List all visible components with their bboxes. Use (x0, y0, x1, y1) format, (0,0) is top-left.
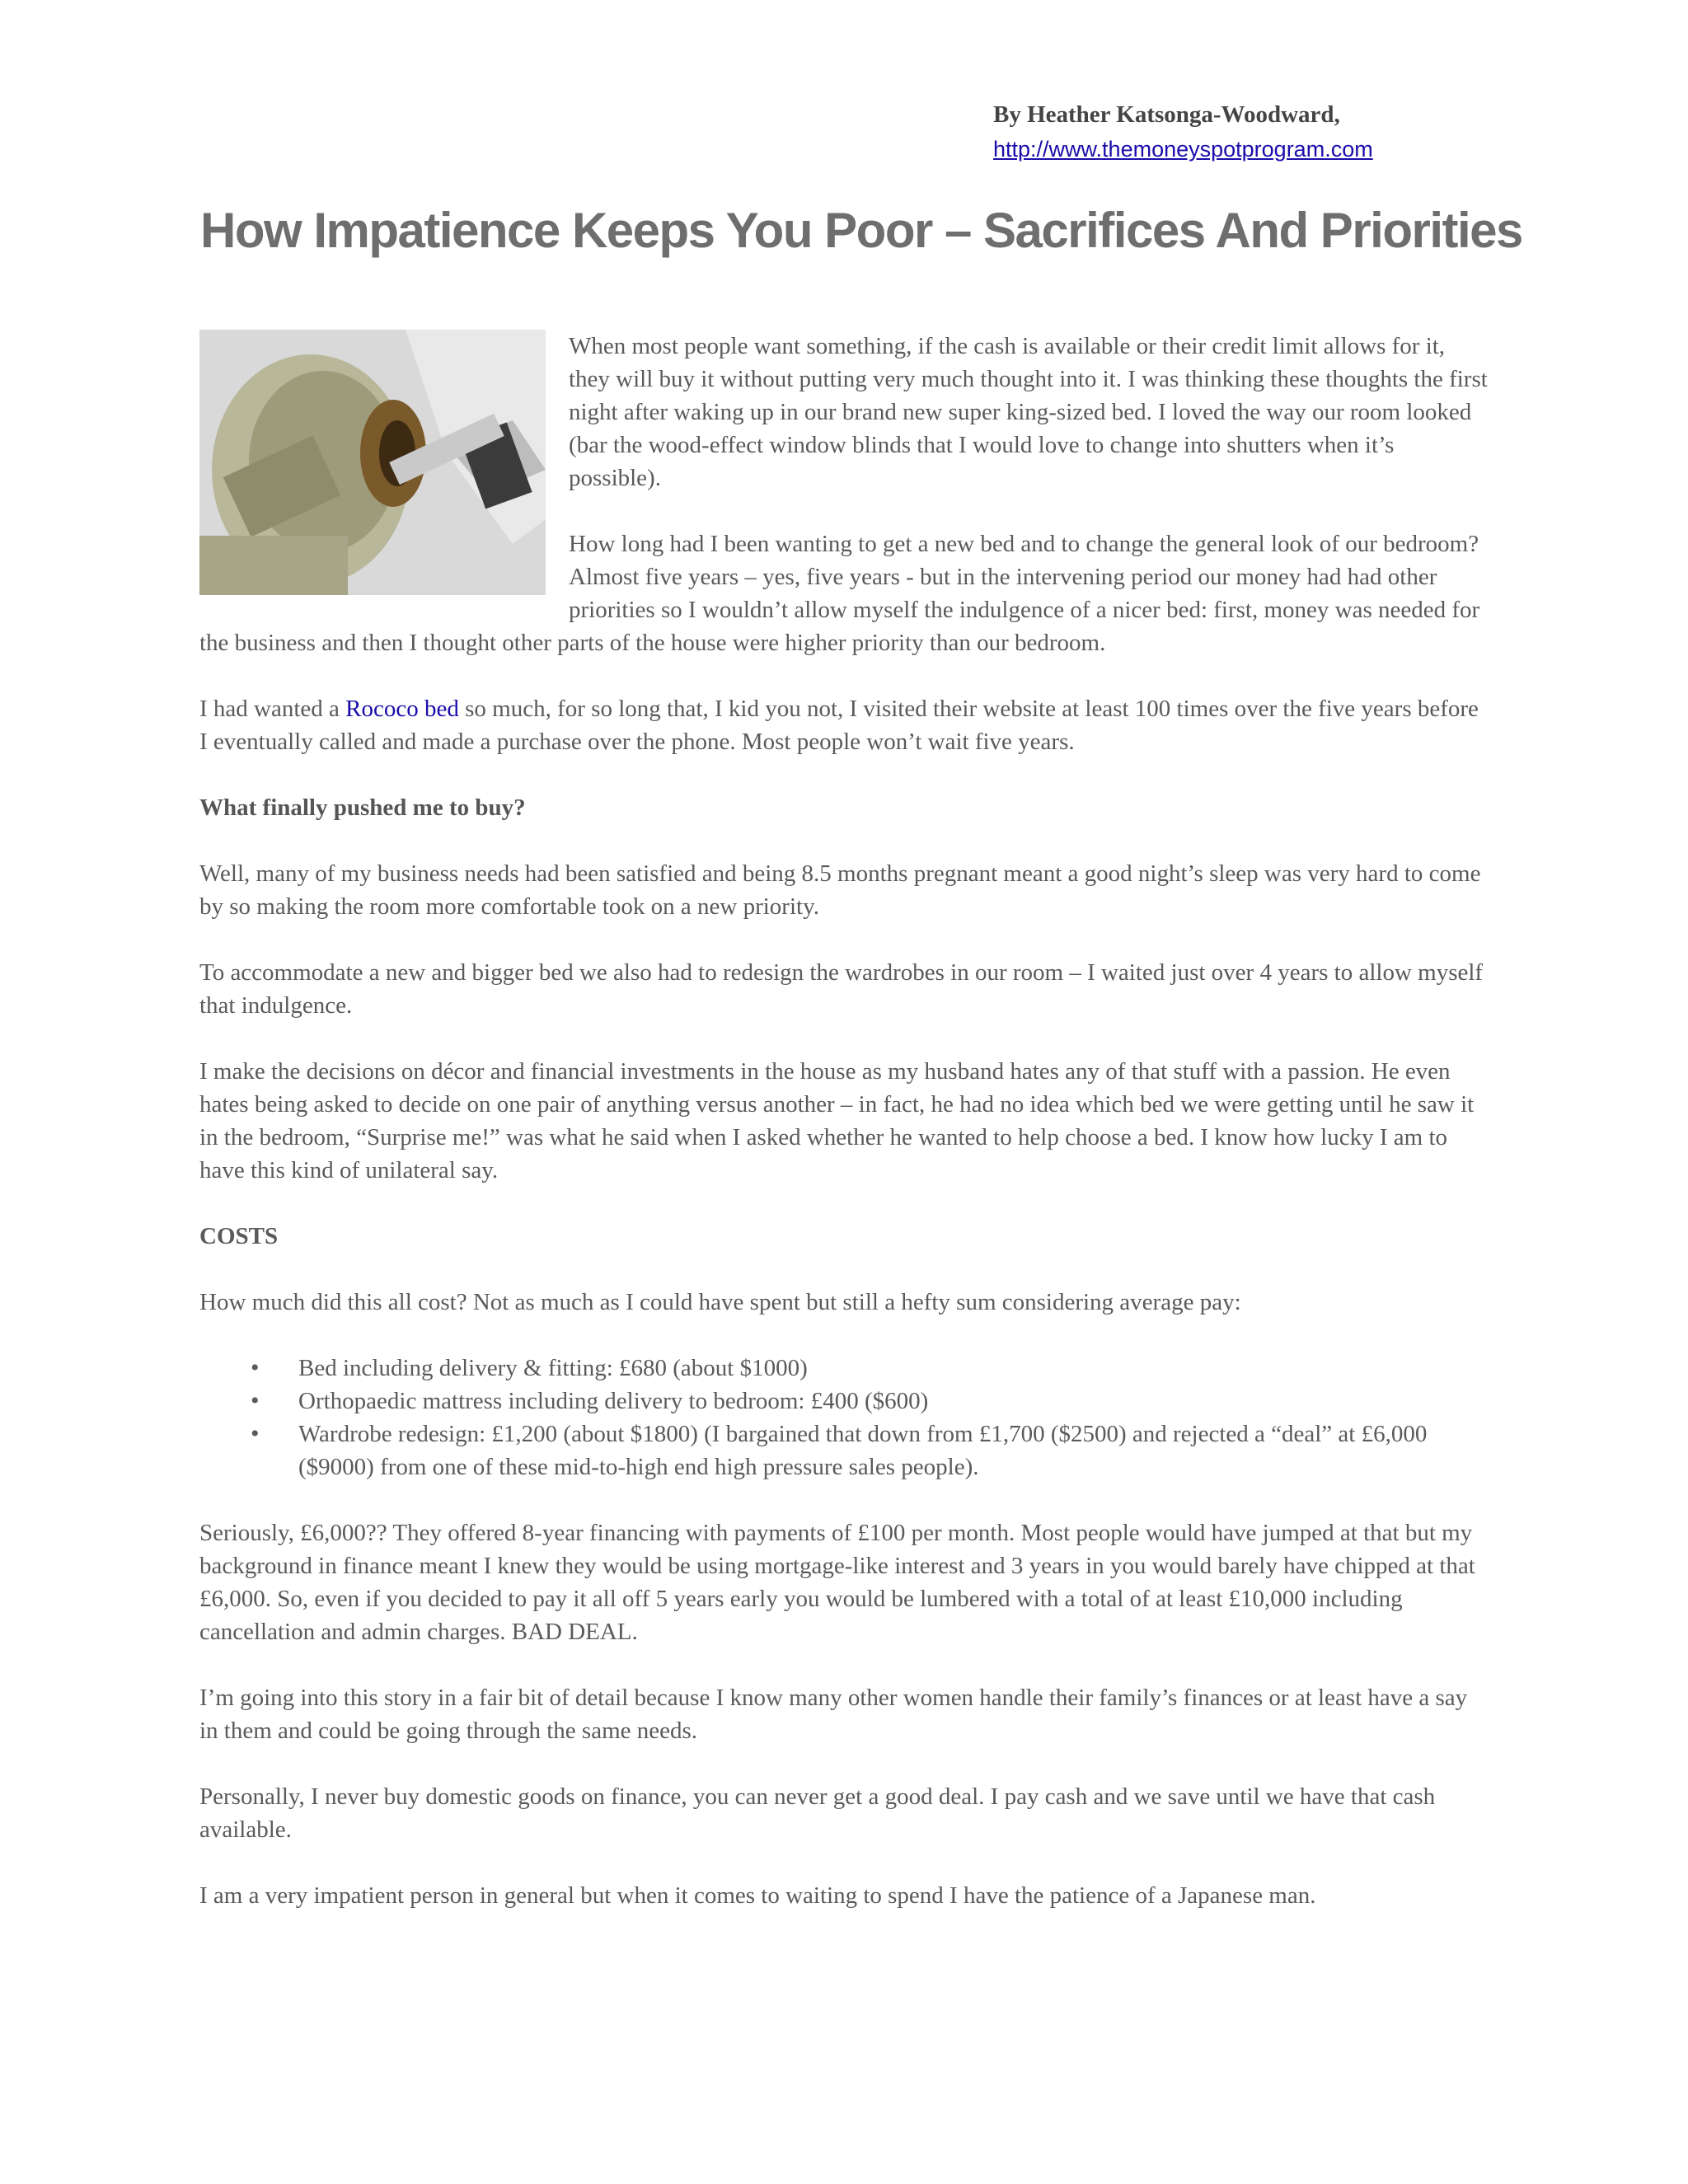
money-toilet-roll-photo (199, 330, 546, 595)
byline (993, 97, 1373, 166)
paragraph-3-start: I had wanted a (199, 696, 346, 722)
paragraph-3-end: so much, for so long that, I kid you not, I visited their website at least 100 times over the five years before I eventually called and made a purchase over the phone. Most people won’t wait five years. (199, 696, 1479, 755)
paragraph-6: I make the decisions on décor and financial investments in the house as my husband hates any of that stuff with a passion. He even hates being asked to decide on one pair of anything versus another – in fact, he had no idea which bed we were getting until he saw it in the bedroom, “Surprise me!” was what he said when I asked whether he wanted to help choose a bed. I know how lucky I am to have this kind of unilateral say. (199, 1058, 1475, 1183)
rococo-bed-link[interactable]: Rococo bed (345, 696, 459, 722)
list-item: • Wardrobe redesign: £1,200 (about $1800) (I bargained that down from £1,700 ($2500) and rejected a “deal” at £6,000 ($9000) from one of these mid-to-high end high pressure sales people). (298, 1418, 1489, 1483)
costs-intro: How much did this all cost? Not as much as I could have spent but still a hefty sum considering average pay: (199, 1289, 1241, 1315)
paragraph-8: I’m going into this story in a fair bit of detail because I know many other women handle their family’s finances or at least have a say in them and could be going through the same needs. (199, 1685, 1468, 1744)
article-title: How Impatience Keeps You Poor – Sacrifices And Priorities (200, 203, 1522, 258)
costs-heading: COSTS (199, 1223, 279, 1249)
article-body (199, 330, 1489, 1945)
paragraph-3 (199, 692, 1489, 758)
list-item: • Bed including delivery & fitting: £680 (about $1000) (298, 1352, 1489, 1385)
author-name: By Heather Katsonga-Woodward, (993, 101, 1340, 128)
paragraph-5: To accommodate a new and bigger bed we also had to redesign the wardrobes in our room – I waited just over 4 years to allow myself that indulgence. (199, 959, 1484, 1019)
paragraph-10: I am a very impatient person in general but when it comes to waiting to spend I have the patience of a Japanese man. (199, 1882, 1316, 1909)
list-item: • Orthopaedic mattress including delivery to bedroom: £400 ($600) (298, 1385, 1489, 1418)
website-link[interactable]: http://www.themoneyspotprogram.com (993, 137, 1373, 162)
paragraph-9: Personally, I never buy domestic goods on finance, you can never get a good deal. I pay cash and we save until we have that cash available. (199, 1783, 1436, 1843)
subheading: What finally pushed me to buy? (199, 794, 526, 821)
paragraph-2: How long had I been wanting to get a new bed and to change the general look of our bedroom? Almost five years – yes, five years - but in the intervening period our money had had other priorities so I wouldn’t allow myself the indulgence of a nicer bed: first, money was needed for the business and then I thought other parts of the house were higher priority than our bedroom. (199, 531, 1480, 656)
costs-list (199, 1352, 1489, 1483)
paragraph-7: Seriously, £6,000?? They offered 8-year financing with payments of £100 per month. Most people would have jumped at that but my background in finance meant I knew they would be using mortgage-like interest and 3 years in you would barely have chipped at that £6,000. So, even if you decided to pay it all off 5 years early you would be lumbered with a total of at least £10,000 including cancellation and admin charges. BAD DEAL. (199, 1520, 1475, 1645)
paragraph-4: Well, many of my business needs had been satisfied and being 8.5 months pregnant meant a good night’s sleep was very hard to come by so making the room more comfortable took on a new priority. (199, 860, 1481, 920)
paragraph-1: When most people want something, if the cash is available or their credit limit allows for it, they will buy it without putting very much thought into it. I was thinking these thoughts the first night after waking up in our brand new super king-sized bed. I loved the way our room looked (bar the wood-effect window blinds that I would love to change into shutters when it’s possible). (569, 333, 1488, 491)
